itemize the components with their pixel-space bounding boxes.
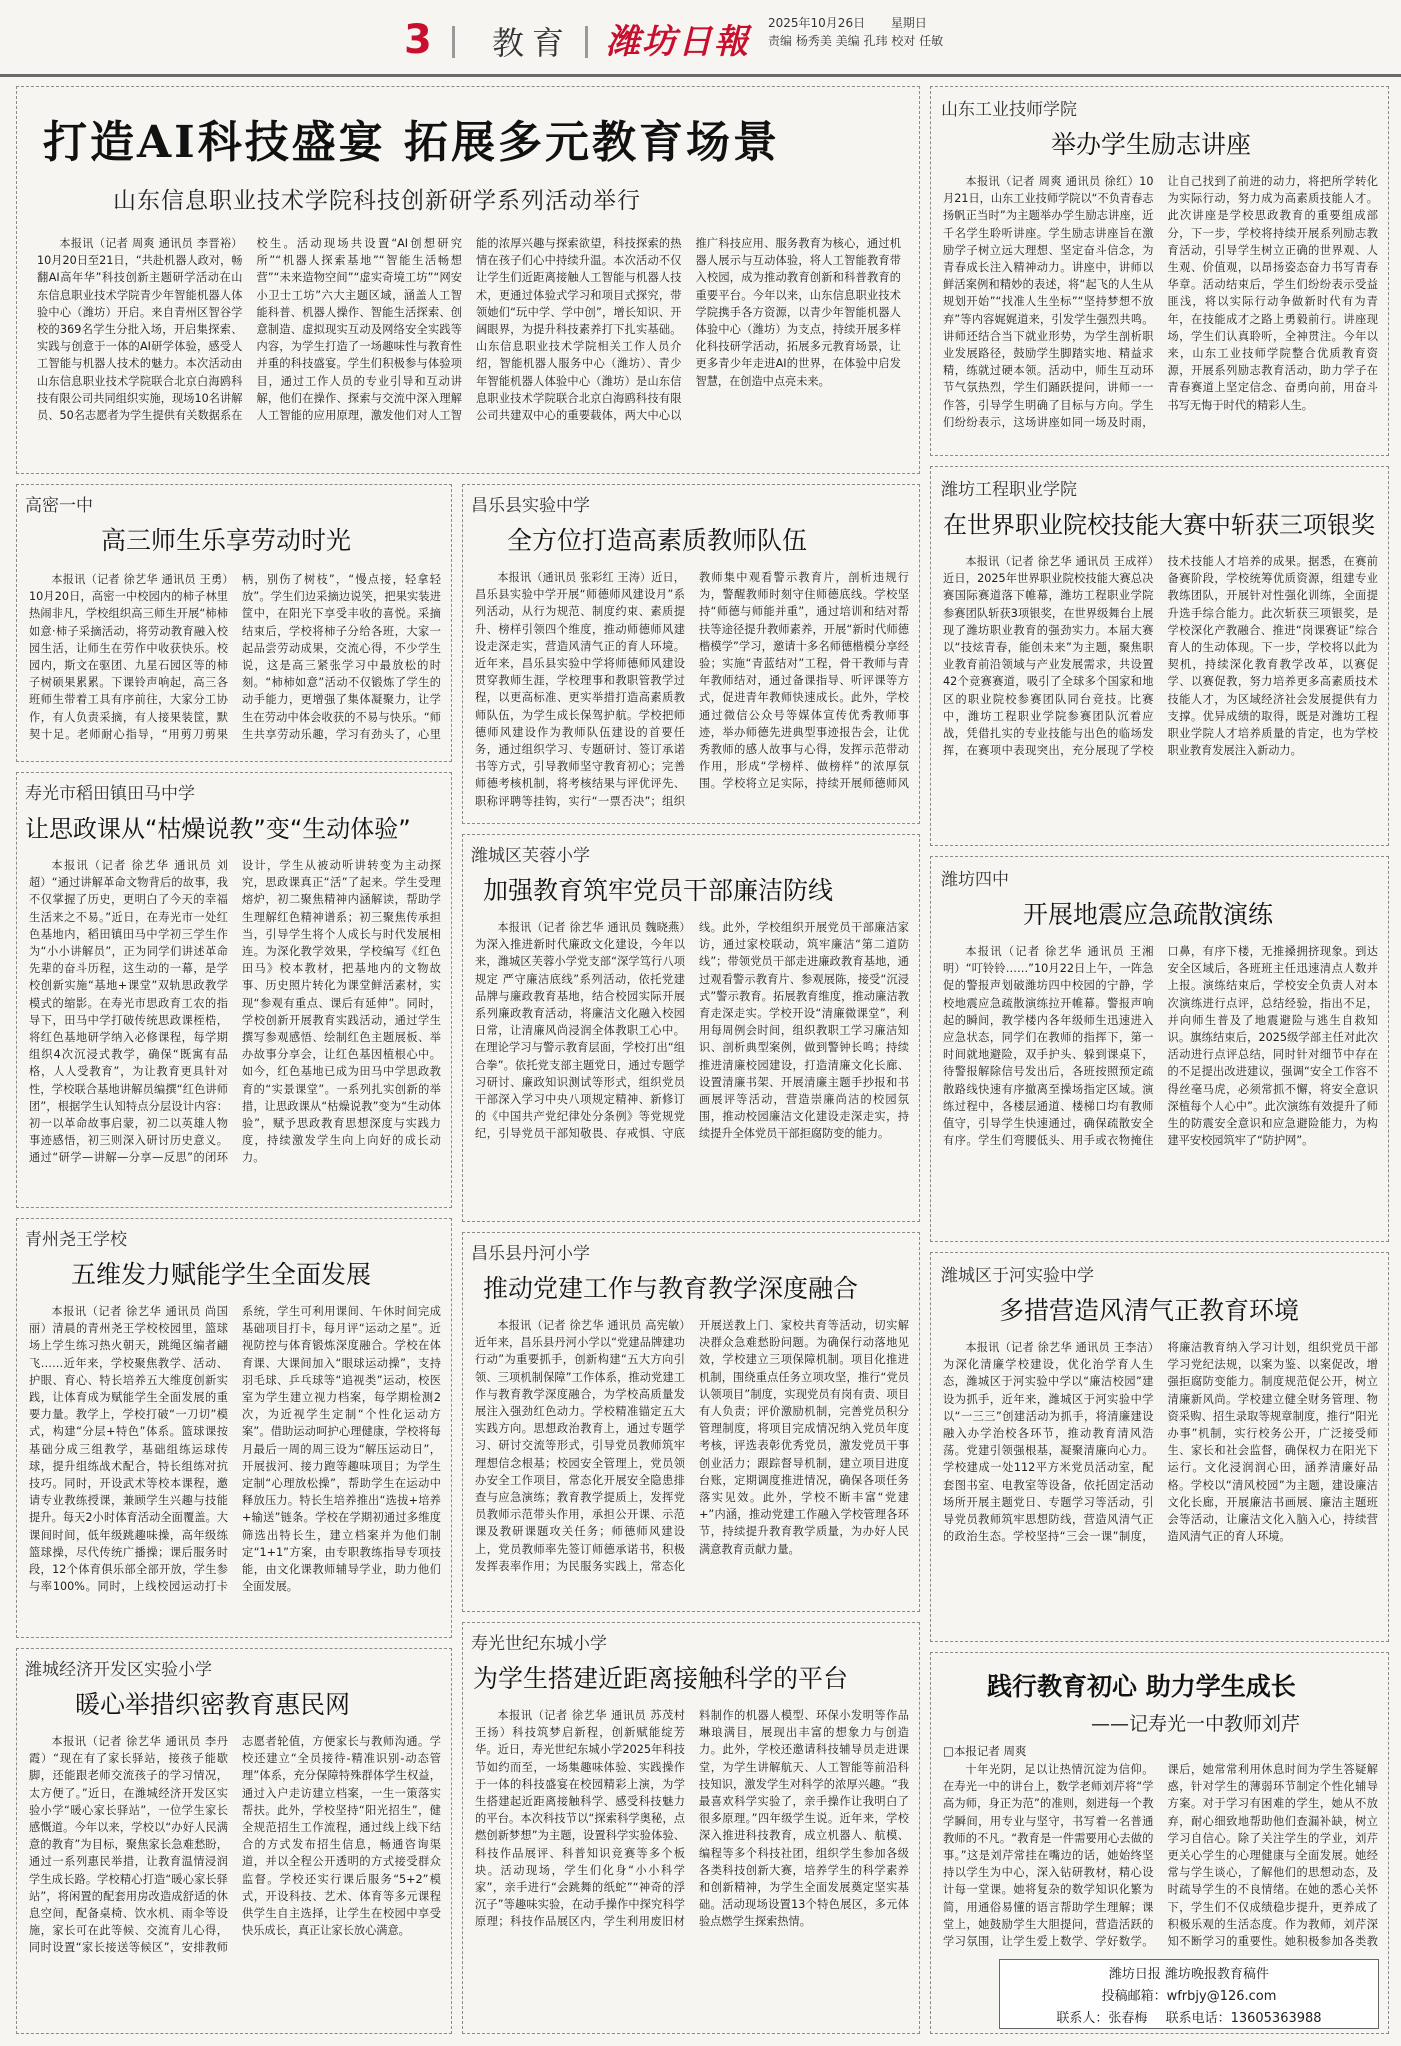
article-title: 践行教育初心 助力学生成长: [987, 1672, 1296, 1701]
submission-email-row: [1010, 1986, 1368, 2008]
submission-heading: 潍坊日报 潍坊晚报教育稿件: [1108, 1967, 1270, 1982]
article-dtz: [16, 772, 452, 1208]
issue-weekday: 星期日: [890, 16, 927, 30]
designer-credit: 美编 孔玮: [835, 34, 888, 48]
article-gdyz: [16, 484, 452, 762]
lead-article: [16, 86, 920, 474]
article-body: 本报讯（记者 徐艺华 通讯员 高宪敏）近年来，昌乐县丹河小学以“党建品牌建功行动”为重要抓手，创新构建“五大方向引领、三项机制保障”工作体系，推动党建工作与教育教学深度融合，为学校高质量发展注入强劲红色动力。学校精准锚定五大实践方向。思想政治教育上，通过专题学习、研讨交流等形式，引导党员教师筑牢理想信念根基；校园安全管理上，党员领办安全工作项目，常态化开展安全隐患排查与应急演练；教育教学提质上，发挥党员教师示范带头作用，承担公开课、示范课及教研课题攻关任务；师德师风建设上，党员教师率先签订师德承诺书，积极发挥表率作用；为民服务实践上，常态化开展送教上门、家校共育等活动，切实解决群众急难愁盼问题。为确保行动落地见效，学校建立三项保障机制。项目化推进机制，围绕重点任务立项攻坚，推行“党员认领项目”制度，实现党员有岗有责、项目有人负责；评价激励机制，完善党员积分管理制度，将项目完成情况纳入党员年度考核，评选表彰优秀党员，激发党员干事创业活力；跟踪督导机制，建立项目进度台账，定期调度推进情况，确保各项任务落实见效。此外，学校不断丰富“党建+”内涵，推动党建工作融入学校管理各环节，持续提升教育教学质量，为办好人民满意教育贡献力量。: [475, 1319, 909, 1573]
article-title: 暖心举措织密教育惠民网: [75, 1690, 351, 1719]
article-wfgc: [930, 466, 1389, 846]
masthead-divider-2: [585, 26, 588, 58]
lead-subtitle: 山东信息职业技术学院科技创新研学系列活动举行: [113, 188, 641, 214]
masthead-rule: [0, 74, 1401, 77]
article-sgsj: [462, 1622, 920, 2034]
page-number: 3: [404, 17, 432, 63]
article-kicker: 潍城区于河实验中学: [941, 1266, 1094, 1286]
article-body: 本报讯（记者 徐艺华 通讯员 王成祥）近日，2025年世界职业院校技能大赛总决赛国际赛道落下帷幕，潍坊工程职业学院参赛团队斩获3项银奖，在世界级舞台上展现了潍坊职业教育的强劲实力。本届大赛以“技炫青春，能创未来”为主题，聚焦职业教育前沿领域与产业发展需求，共设置42个竞赛赛道，吸引了全球多个国家和地区的职业院校参赛团队同台竞技。比赛中，潍坊工程职业学院参赛团队沉着应战，凭借扎实的专业技能与出色的临场发挥，在赛项中表现突出，充分展现了学校技术技能人才培养的成果。据悉，在赛前备赛阶段，学校统筹优质资源，组建专业教练团队，开展针对性强化训练，全面提升选手综合能力。此次斩获三项银奖，是学校深化产教融合、推进“岗课赛证”综合育人的生动体现。下一步，学校将以此为契机，持续深化教育教学改革，以赛促学、以赛促教，努力培养更多高素质技术技能人才，为区域经济社会发展提供有力支撑。优异成绩的取得，既是对潍坊工程职业学院人才培养质量的肯定，也为学校职业教育发展注入新动力。: [943, 555, 1378, 758]
article-body: 本报讯（记者 周爽 通讯员 徐红）10月21日，山东工业技师学院以“不负青春志 扬帆正当时”为主题举办学生励志讲座，近千名学生聆听讲座。学生励志讲座旨在激励学子树立远大理想、坚定奋斗信念，为青春成长注入精神动力。讲座中，讲师以鲜活案例和精妙的表述，将“起飞的人生从规划开始”“找准人生坐标”“坚持梦想不放弃”等内容娓娓道来，引发学生强烈共鸣。讲师还结合当下就业形势，为学生剖析职业发展路径，鼓励学生脚踏实地、精益求精，练就过硬本领。活动中，师生互动环节气氛热烈，学生们踊跃提问，讲师一一作答，引导学生明确了目标与方向。学生们纷纷表示，这场讲座如同一场及时雨，让自己找到了前进的动力，将把所学转化为实际行动，努力成为高素质技能人才。此次讲座是学校思政教育的重要组成部分，下一步，学校将持续开展系列励志教育活动，引导学生树立正确的世界观、人生观、价值观，以昂扬姿态奋力书写青春华章。活动结束后，学生们纷纷表示受益匪浅，将以实际行动争做新时代有为青年，在技能成才之路上勇毅前行。讲座现场，学生们认真聆听，全神贯注。今年以来，山东工业技师学院整合优质教育资源，开展系列励志教育活动，助力学子在青春赛道上坚定信念、奋勇向前，用奋斗书写无悔于时代的精彩人生。: [943, 175, 1378, 429]
article-kicker: 寿光市稻田镇田马中学: [25, 784, 195, 804]
article-title: 举办学生励志讲座: [1051, 130, 1252, 159]
article-sgsz: [930, 1652, 1389, 2034]
submission-email-label: 投稿邮箱：: [1101, 1989, 1167, 2004]
article-kicker: 寿光世纪东城小学: [471, 1634, 607, 1654]
article-body: 本报讯（记者 徐艺华 通讯员 魏晓燕）为深入推进新时代廉政文化建设，今年以来，潍城区芙蓉小学党支部“深学笃行八项规定 严守廉洁底线”系列活动，依托党建品牌与廉政教育基地，结合校园实际开展系列廉政教育活动，将廉洁文化融入校园日常，让清廉风尚浸润全体教职工心中。在理论学习与警示教育层面，学校打出“组合拳”。依托党支部主题党日，通过专题学习研讨、廉政知识测试等形式，组织党员干部深入学习中央八项规定精神、新修订的《中国共产党纪律处分条例》等党规党纪，引导党员干部知敬畏、存戒惧、守底线。此外，学校组织开展党员干部廉洁家访，通过家校联动，筑牢廉洁“第二道防线”；带领党员干部走进廉政教育基地，通过观看警示教育片、参观展陈，接受“沉浸式”警示教育。拓展教育维度，推动廉洁教育走深走实。学校开设“清廉微课堂”，利用每周例会时间，组织教职工学习廉洁知识、剖析典型案例，做到警钟长鸣；持续推进清廉校园建设，打造清廉文化长廊、设置清廉书架、开展清廉主题手抄报和书画展评等活动，营造崇廉尚洁的校园氛围，推动校园廉洁文化建设走深走实，持续提升全体党员干部拒腐防变的能力。: [475, 921, 909, 1141]
article-clsw: [462, 1232, 920, 1612]
article-wcqh: [930, 1252, 1389, 1642]
article-sdgy: [930, 86, 1389, 456]
submission-email[interactable]: wfrbjy@126.com: [1166, 1989, 1277, 2004]
article-kicker: 昌乐县丹河小学: [471, 1244, 590, 1264]
article-kicker: 潍城区芙蓉小学: [471, 846, 590, 866]
article-body: 本报讯（记者 徐艺华 通讯员 刘超）“通过讲解革命文物背后的故事，我不仅掌握了历史，更明白了今天的幸福生活来之不易。”近日，在寿光市一处红色基地内，稻田镇田马中学初三学生作为“小小讲解员”，正为同学们讲述革命先辈的奋斗历程，这生动的一幕，是学校创新实施“基地+课堂”双轨思政教学模式的缩影。在寿光市思政育工农的指导下，田马中学打破传统思政课桎梏，将红色基地研学纳入必修课程，每学期组织4次沉浸式教学，确保“既寓有品格，人人受教育”，为让教育更具针对性，学校联合基地讲解员编撰“红色讲师团”，根据学生认知特点分层设计内容：初一以革命故事启蒙，初二以英雄人物事迹感悟，初三则深入研讨历史意义。通过“研学—讲解—分享—反思”的闭环设计，学生从被动听讲转变为主动探究，思政课真正“活”了起来。学生受理熔炉，初二聚焦精神内涵解读，帮助学生理解红色精神谱系；初三聚焦传承担当，引导学生将个人成长与时代发展相连。为深化教学效果，学校编写《红色田马》校本教材，把基地内的文物故事、历史照片转化为课堂鲜活素材，实现“参观有重点、课后有延伸”。同时，学校创新开展教育实践活动，通过学生撰写参观感悟、绘制红色主题展板、举办故事分享会，让红色基因植根心中。如今，红色基地已成为田马中学思政教育的“实景课堂”。一系列扎实创新的举措，让思政课从“枯燥说教”变为“生动体验”，赋予思政教育思想深度与实践力度，持续激发学生向上向好的成长动力。: [29, 859, 441, 1165]
contact-person: 联系人：张春梅: [1056, 2011, 1148, 2026]
article-clsy: [462, 484, 920, 824]
article-kicker: 山东工业技师学院: [941, 100, 1077, 120]
article-body: 十年光阴，足以让热情沉淀为信仰。在寿光一中的讲台上，数学老师刘芹将“学高为师，身正为范”的准则，刻进每一个教学瞬间，用专业与坚守，书写着一名普通教师的不凡。“教育是一件需要用心去做的事。”这是刘芹常挂在嘴边的话，她始终坚持以学生为中心，深入钻研教材，精心设计每一堂课。她将复杂的数学知识化繁为简，用通俗易懂的语言帮助学生理解；课堂上，她鼓励学生大胆提问，营造活跃的学习氛围，让学生爱上数学、学好数学。课后，她常常利用休息时间为学生答疑解惑，针对学生的薄弱环节制定个性化辅导方案。对于学习有困难的学生，她从不放弃，耐心细致地帮助他们查漏补缺，树立学习自信心。除了关注学生的学业，刘芹更关心学生的心理健康与全面发展。她经常与学生谈心，了解他们的思想动态，及时疏导学生的不良情绪。在她的悉心关怀下，学生们不仅成绩稳步提升，更养成了积极乐观的生活态度。作为教师，刘芹深知不断学习的重要性。她积极参加各类教: [943, 1763, 1378, 1949]
article-kicker: 高密一中: [25, 496, 93, 516]
article-title: 开展地震应急疏散演练: [1023, 900, 1274, 929]
article-body: 本报讯（记者 徐艺华 通讯员 李丹霞）“现在有了家长驿站，接孩子能歇脚，还能跟老师交流孩子的学习情况，太方便了。”近日，在潍城经济开发区实验小学“暖心家长驿站”，一位学生家长感慨道。今年以来，学校以“办好人民满意的教育”为目标，聚焦家长急难愁盼，通过一系列惠民举措，让教育温情浸润学生成长路。学校精心打造“暖心家长驿站”，将闲置的配套用房改造成舒适的休息空间，配备桌椅、饮水机、雨伞等设施，家长可在此等候、交流育儿心得，同时设置“家长接送等候区”，安排教师志愿者轮值，方便家长与教师沟通。学校还建立“全员接待-精准识别-动态管理”体系，充分保障特殊群体学生权益，通过入户走访建立档案，一生一策落实帮扶。此外，学校坚持“阳光招生”，健全规范招生工作流程，通过线上线下结合的方式发布招生信息，畅通咨询渠道，并以全程公开透明的方式接受群众监督。学校还实行课后服务“5+2”模式，开设科技、艺术、体育等多元课程供学生自主选择，让学生在校园中享受快乐成长，真正让家长放心满意。: [29, 1735, 441, 1955]
article-byline: □本报记者 周爽: [943, 1744, 1027, 1758]
submission-box: [999, 1959, 1379, 2029]
article-title: 让思政课从“枯燥说教”变“生动体验”: [25, 815, 411, 843]
lead-title: 打造AI科技盛宴 拓展多元教育场景: [43, 117, 781, 168]
article-title: 多措营造风清气正教育环境: [999, 1296, 1300, 1325]
masthead: [0, 0, 1401, 80]
article-title: 高三师生乐享劳动时光: [101, 526, 352, 555]
article-title: 推动党建工作与教育教学深度融合: [483, 1274, 859, 1303]
article-title: 为学生搭建近距离接触科学的平台: [473, 1664, 849, 1693]
article-title: 全方位打造高素质教师队伍: [507, 526, 808, 555]
article-body: 本报讯（记者 徐艺华 通讯员 苏茂村 王扬）科技筑梦启新程，创新赋能绽芳华。近日，寿光世纪东城小学2025年科技节如约而至，一场集趣味体验、实践操作于一体的科技盛宴在校园精彩上演，为学生搭建起近距离接触科学、感受科技魅力的平台。本次科技节以“探索科学奥秘，点燃创新梦想”为主题，设置科学实验体验、科技作品展评、科普知识竞赛等多个板块。活动现场，学生们化身“小小科学家”，亲手进行“会跳舞的纸蛇”“神奇的浮沉子”等趣味实验，在动手操作中探究科学原理；科技作品展区内，学生利用废旧材料制作的机器人模型、环保小发明等作品琳琅满目，展现出丰富的想象力与创造力。此外，学校还邀请科技辅导员走进课堂，为学生讲解航天、人工智能等前沿科技知识，激发学生对科学的浓厚兴趣。“我最喜欢科学实验了，亲手操作让我明白了很多原理。”四年级学生说。近年来，学校深入推进科技教育，成立机器人、航模、编程等多个科技社团，组织学生参加各级各类科技创新大赛，培养学生的科学素养和创新精神，为学生全面发展奠定坚实基础。活动现场设置13个特色展区，多元体验点燃学生探索热情。: [475, 1709, 909, 1929]
article-qzyz: [16, 1218, 452, 1638]
article-kicker: 潍城经济开发区实验小学: [25, 1660, 212, 1680]
article-title: 五维发力赋能学生全面发展: [71, 1260, 372, 1289]
section-name: 教育: [492, 24, 573, 62]
article-title: 在世界职业院校技能大赛中斩获三项银奖: [943, 511, 1375, 539]
article-body: 本报讯（记者 徐艺华 通讯员 王李洁）为深化清廉学校建设，优化治学育人生态，潍城区于河实验中学以“廉洁校园”建设为抓手，近年来，潍城区于河实验中学以“一三三”创建活动为抓手，将清廉建设融入办学治校各环节，推动教育清风浩荡。党建引领强根基，凝聚清廉向心力。学校建成一处112平方米党员活动室，配套图书室、电教室等设备，依托固定活动场所开展主题党日、专题学习等活动，引导党员教师筑牢思想防线，营造风清气正的政治生态。学校坚持“三会一课”制度，将廉洁教育纳入学习计划，组织党员干部学习党纪法规，以案为鉴、以案促改，增强拒腐防变能力。制度规范促公开，树立清廉新风尚。学校建立健全财务管理、物资采购、招生录取等规章制度，推行“阳光办事”机制，实行校务公开，广泛接受师生、家长和社会监督，确保权力在阳光下运行。文化浸润润心田，涵养清廉好品格。学校以“清风校园”为主题，建设廉洁文化长廊，开展廉洁书画展、廉洁主题班会等活动，让廉洁文化入脑入心，持续营造风清气正的育人环境。: [943, 1341, 1378, 1544]
masthead-meta: [768, 14, 949, 50]
article-kicker: 青州尧王学校: [25, 1230, 127, 1250]
page-body: [16, 86, 1389, 2036]
article-hfxx: [462, 834, 920, 1222]
article-body: 本报讯（记者 徐艺华 通讯员 王湘明）“叮铃铃……”10月22日上午，一阵急促的警报声划破潍坊四中校园的宁静，学校地震应急疏散演练拉开帷幕。警报声响起的瞬间，教学楼内各年级师生迅速进入应急状态，同学们在教师的指挥下，第一时间就地避险，双手护头、躲到课桌下，待警报解除信号发出后，各班按照预定疏散路线快速有序撤离至操场指定区域。演练过程中，各楼层通道、楼梯口均有教师值守，引导学生快速通过，确保疏散安全有序。学生们弯腰低头、用手或衣物掩住口鼻，有序下楼，无推搡拥挤现象。到达安全区域后，各班班主任迅速清点人数并上报。演练结束后，学校安全负责人对本次演练进行点评，总结经验，指出不足，并向师生普及了地震避险与逃生自救知识。旗练结束后，2025级学部主任对此次活动进行点评总结，同时针对细节中存在的不足提出改进建议，强调“安全工作容不得丝毫马虎，必须常抓不懈，将安全意识深植每个人心中”。此次演练有效提升了师生的防震安全意识和应急避险能力，为构建平安校园筑牢了“防护网”。: [943, 945, 1378, 1148]
editor-credit: 责编 杨秀美: [768, 34, 832, 48]
article-title: 加强教育筑牢党员干部廉洁防线: [483, 876, 834, 905]
article-kicker: 昌乐县实验中学: [471, 496, 590, 516]
lead-body: 本报讯（记者 周爽 通讯员 李晋裕）10月20日至21日，“共赴机器人政对，畅翻AI高年华”科技创新主题研学活动在山东信息职业技术学院青少年智能机器人体验中心（潍坊）开启。来自青州区智谷学校的369名学生分批入场，开启集探索、实践与创意于一体的AI研学体验，感受人工智能与机器人技术的魅力。本次活动由山东信息职业技术学院联合北京白海鸥科技有限公司共同组织实施，现场10名讲解员、50名志愿者为学生提供有关数据系在校生。活动现场共设置“AI创想研究所”“机器人探索基地”“智能生活畅想营”“未来造物空间”“虚实奇境工坊”“网安小卫士工坊”六大主题区域，涵盖人工智能科普、机器人操作、智能生活探索、创意制造、虚拟现实互动及网络安全实践等内容，为学生打造了一场趣味性与教育性并重的科技盛宴。学生们积极参与体验项目，通过工作人员的专业引导和互动讲解，他们在操作、探索与交流中深入理解人工智能的应用原理，激发他们对人工智能的浓厚兴趣与探索欲望，科技探索的热情在孩子们心中持续升温。本次活动不仅让学生们近距离接触人工智能与机器人技术，更通过体验式学习和项目式探究，带领她们“玩中学、学中创”，增长知识、开阔眼界，为提升科技素养打下扎实基础。山东信息职业技术学院相关工作人员介绍，智能机器人服务中心（潍坊）、青少年智能机器人体验中心（潍坊）是山东信息职业技术学院联合北京白海鸥科技有限公司共建双中心的重要载体，两大中心以推广科技应用、服务教育为核心，通过机器人展示与互动体验，将人工智能教育带入校园，成为推动教育创新和科普教育的重要平台。今年以来，山东信息职业技术学院携手各方资源，以青少年智能机器人体验中心（潍坊）为支点，持续开展多样化科技研学活动，拓展多元教育场景，让更多青少年走进AI的世界，在体验中启发智慧，在创造中点亮未来。: [37, 237, 901, 423]
article-body: 本报讯（记者 徐艺华 通讯员 尚国丽）清晨的青州尧王学校校园里，篮球场上学生练习热火朝天，跳绳区编者翩飞……近年来，学校聚焦教学、活动、护眼、育心、特长培养五大维度创新实践，让体育成为赋能学生全面发展的重要力量。教学上，学校打破“一刀切”模式，构建“分层+特色”体系。篮球课按基础分成三组教学，基础组练运球传球，提升组练战术配合，特长组练对抗技巧。同时，开设武术等校本课程，邀请专业教练授课，兼顾学生兴趣与技能提升。每天2小时体育活动全面覆盖。大课间时间，低年级跳趣味操，高年级练篮球操，尽代传统广播操；课后服务时段，12个体育俱乐部全部开放，学生参与率100%。同时，上线校园运动打卡系统，学生可利用课间、午休时间完成基础项目打卡，每月评“运动之星”。近视防控与体育锻炼深度融合。学校在体育课、大课间加入“眼球运动操”，支持羽毛球、乒乓球等“追视类”运动，校医室为学生建立视力档案，每学期检测2次，为近视学生定制“个性化运动方案”。借助运动呵护心理健康，学校将每月最后一周的周三设为“解压运动日”，开展拔河、接力跑等趣味项目；为学生定制“心理放松操”，帮助学生在运动中释放压力。特长生培养推出“选拔+培养+输送”链条。学校在学期初通过多维度筛选出特长生，建立档案并为他们制定“1+1”方案，由专职教练指导专项技能，由文化课教师辅导学业，助力他们全面发展。: [29, 1305, 441, 1594]
proofreader-credit: 校对 任敏: [891, 34, 944, 48]
article-kicker: 潍坊四中: [941, 870, 1009, 890]
article-subtitle: ——记寿光一中教师刘芹: [1091, 1713, 1301, 1735]
article-body: 本报讯（通讯员 张彩红 王涛）近日，昌乐县实验中学开展“师德师风建设月”系列活动，从行为规范、制度约束、素质提升、榜样引领四个维度，推动师德师风建设走深走实，营造风清气正的育人环境。近年来，昌乐县实验中学将师德师风建设贯穿教师生涯，学校理事和教职管教学过程，以更高标准、更实举措打造高素质教师队伍，为学生成长保驾护航。学校把师德师风建设作为教师队伍建设的首要任务，通过组织学习、专题研讨、签订承诺书等方式，引导教师坚守教育初心；完善师德考核机制，将考核结果与评优评先、职称评聘等挂钩，实行“一票否决”；组织教师集中观看警示教育片，剖析违规行为，警醒教师时刻守住师德底线。学校坚持“师德与师能并重”，通过培训和结对帮扶等途径提升教师素养，开展“新时代师德楷模学”学习，邀请十多名师德楷模分享经验；实施“青蓝结对”工程，骨干教师与青年教师结对，通过备课指导、听评课等方式，促进青年教师快速成长。此外，学校通过微信公众号等媒体宣传优秀教师事迹，举办师德先进典型事迹报告会，让优秀教师的感人故事与心得，发挥示范带动作用，形成“学榜样、做榜样”的浓厚氛围。学校将立足实际，持续开展师德师风: [475, 571, 909, 808]
contact-phone: 联系电话：13605363988: [1165, 2011, 1322, 2026]
submission-contact-row: [1010, 2008, 1368, 2030]
article-wcjk: [16, 1648, 452, 2034]
article-kicker: 潍坊工程职业学院: [941, 480, 1077, 500]
paper-logo: 潍坊日報: [606, 22, 750, 62]
article-body: 本报讯（记者 徐艺华 通讯员 王勇）10月20日，高密一中校园内的柿子林里热闹非凡，学校组织高三师生开展“柿柿如意·柿子采摘活动，将劳动教育融入校园生活，让师生在劳作中收获快乐。校园内，斯文在驱团、九星石园区等的柿子树硕果累累。下课铃声响起，高三各班师生带着工具有序前往，大家分工协作，有人负责采摘，有人接果装筐，默契十足。老师耐心指导，“用剪刀剪果柄，别伤了树枝”，“慢点接，轻拿轻放”。学生们边采摘边说笑，把果实装进筐中，在阳光下享受丰收的喜悦。采摘结束后，学校将柿子分给各班，大家一起品尝劳动成果，交流心得，不少学生说，这是高三紧张学习中最放松的时刻。“柿柿如意”活动不仅锻炼了学生的动手能力，更增强了集体凝聚力，让学生在劳动中体会收获的不易与快乐。“师生共享劳动乐趣，学习有劲头了，心里: [29, 573, 441, 741]
issue-date: 2025年10月26日: [768, 16, 866, 30]
article-wfsz: [930, 856, 1389, 1242]
masthead-divider: [452, 26, 455, 58]
